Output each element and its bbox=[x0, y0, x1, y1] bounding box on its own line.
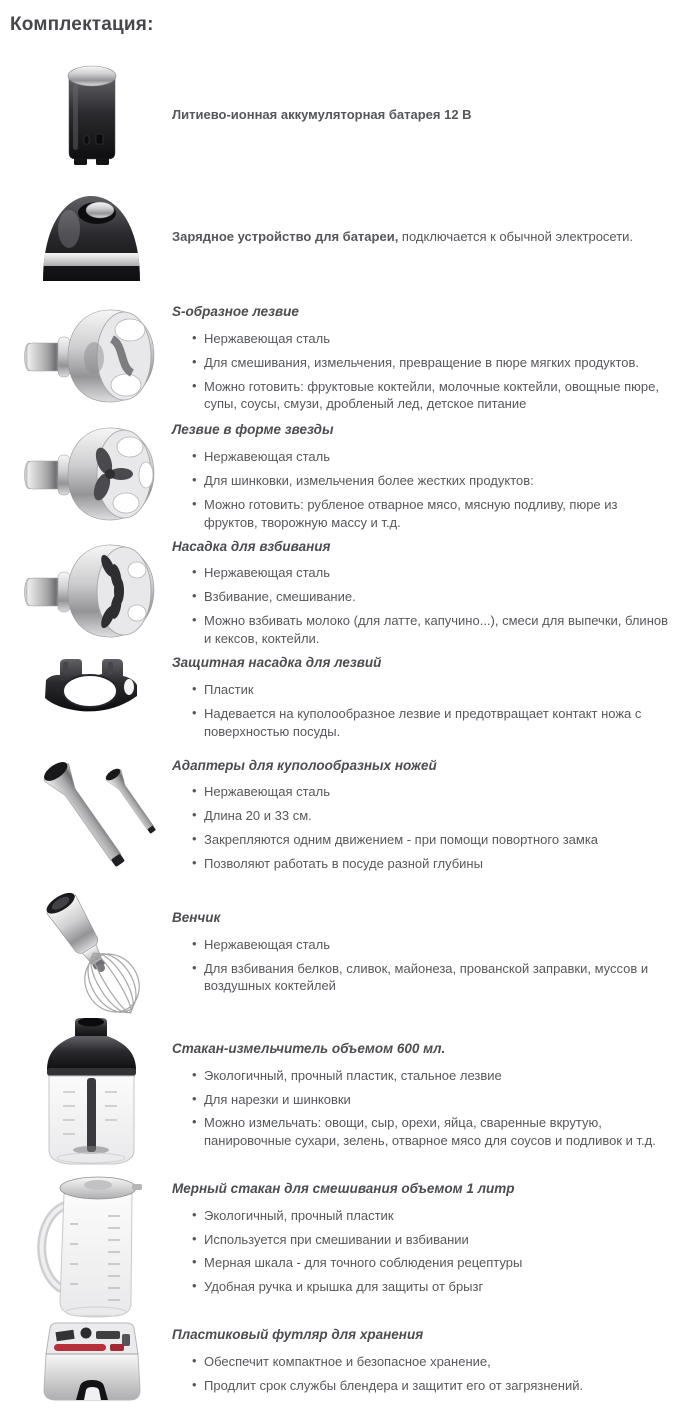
blade-guard-image bbox=[36, 654, 146, 726]
bullet-item: • Продлит срок службы блендера и защитит его от загрязнений. bbox=[192, 1377, 672, 1395]
item-heading: Лезвие в форме звезды bbox=[172, 422, 334, 438]
bullet-item: • Обеспечит компактное и безопасное хранение, bbox=[192, 1353, 672, 1371]
bullet-list bbox=[172, 1207, 672, 1297]
bullet-item: • Можно готовить: рубленое отварное мясо, мясную подливу, пюре из фруктов, творожную массу и т.д. bbox=[192, 496, 672, 532]
bullet-item: • Используется при смешивании и взбивании bbox=[192, 1231, 672, 1249]
s-blade-image bbox=[24, 303, 159, 408]
bullet-item: • Позволяют работать в посуде разной глубины bbox=[192, 855, 672, 873]
bullet-list bbox=[172, 448, 672, 532]
bullet-list bbox=[172, 936, 672, 996]
kit-item bbox=[10, 883, 672, 1018]
kit-item bbox=[10, 189, 672, 285]
kit-item bbox=[10, 538, 672, 654]
star-blade-image bbox=[24, 421, 159, 526]
bullet-item: • Для взбивания белков, сливок, майонеза, прованской заправки, муссов и воздушных коктейлей bbox=[192, 960, 672, 996]
page-title: Комплектация: bbox=[10, 14, 154, 35]
bullet-item: • Взбивание, смешивание. bbox=[192, 588, 672, 606]
whisk-dome-image bbox=[24, 538, 159, 643]
bullet-item: • Длина 20 и 33 см. bbox=[192, 807, 672, 825]
bullet-item: • Закрепляются одним движением - при помощи повортного замка bbox=[192, 831, 672, 849]
bullet-list bbox=[172, 1353, 672, 1395]
item-heading: Мерный стакан для смешивания объемом 1 литр bbox=[172, 1180, 515, 1196]
item-title-bold: Зарядное устройство для батареи, bbox=[172, 229, 399, 245]
bullet-item: • Для нарезки и шинковки bbox=[192, 1091, 672, 1109]
bullet-item: • Мерная шкала - для точного соблюдения рецептуры bbox=[192, 1254, 672, 1272]
item-heading: S-образное лезвие bbox=[172, 304, 299, 319]
item-heading: Насадка для взбивания bbox=[172, 538, 331, 554]
bullet-item: • Можно взбивать молоко (для латте, капучино...), смеси для выпечки, блинов и кексов, коктейли. bbox=[192, 612, 672, 648]
item-heading: Защитная насадка для лезвий bbox=[172, 655, 382, 671]
battery-image bbox=[61, 62, 121, 167]
bullet-item: • Экологичный, прочный пластик, стальное лезвие bbox=[192, 1067, 672, 1085]
adapters-image bbox=[24, 747, 159, 875]
bullet-list bbox=[172, 1067, 672, 1151]
item-title bbox=[172, 228, 672, 246]
bullet-item: • Удобная ручка и крышка для защиты от брызг bbox=[192, 1278, 672, 1296]
bullet-item: • Нержавеющая сталь bbox=[192, 564, 672, 582]
kit-item bbox=[10, 421, 672, 537]
bullet-list bbox=[172, 564, 672, 648]
item-heading: Пластиковый футляр для хранения bbox=[172, 1326, 424, 1342]
chopper-cup-image bbox=[39, 1018, 144, 1168]
charger-image bbox=[39, 189, 144, 285]
item-title: Литиево-ионная аккумуляторная батарея 12 В bbox=[172, 106, 472, 122]
kit-item bbox=[10, 747, 672, 879]
bullet-item: • Нержавеющая сталь bbox=[192, 783, 672, 801]
bullet-item: • Нержавеющая сталь bbox=[192, 330, 672, 348]
kit-item bbox=[10, 1322, 672, 1407]
bullet-list bbox=[172, 681, 672, 741]
storage-case-image bbox=[34, 1322, 149, 1407]
bullet-item: • Для смешивания, измельчения, превращение в пюре мягких продуктов. bbox=[192, 354, 672, 372]
kit-item bbox=[10, 654, 672, 746]
whisk-image bbox=[24, 883, 159, 1018]
bullet-item: • Экологичный, прочный пластик bbox=[192, 1207, 672, 1225]
kit-item bbox=[10, 1172, 672, 1322]
item-heading: Стакан-измельчитель объемом 600 мл. bbox=[172, 1040, 446, 1056]
bullet-item: • Нержавеющая сталь bbox=[192, 936, 672, 954]
item-heading: Венчик bbox=[172, 909, 221, 925]
bullet-list bbox=[172, 783, 672, 873]
item-heading: Адаптеры для куполообразных ножей bbox=[172, 757, 437, 773]
kit-item bbox=[10, 303, 672, 419]
bullet-item: • Нержавеющая сталь bbox=[192, 448, 672, 466]
item-title-rest: подключается к обычной электросети. bbox=[398, 229, 634, 245]
bullet-list bbox=[172, 330, 672, 414]
bullet-item: • Надевается на куполообразное лезвие и предотвращает контакт ножа с поверхностью посуды. bbox=[192, 705, 672, 741]
bullet-item: • Можно измельчать: овощи, сыр, орехи, яйца, сваренные вкрутую, панировочные сухари, зелень, отварное мясо для соусов и подливок и т.д. bbox=[192, 1114, 672, 1150]
kit-item bbox=[10, 1018, 672, 1168]
bullet-item: • Для шинковки, измельчения более жестких продуктов: bbox=[192, 472, 672, 490]
kit-item bbox=[10, 62, 672, 167]
measuring-jug-image bbox=[34, 1172, 149, 1322]
bullet-item: • Пластик bbox=[192, 681, 672, 699]
bullet-item: • Можно готовить: фруктовые коктейли, молочные коктейли, овощные пюре, супы, соусы, смузи, дробленый лед, детское питание bbox=[192, 378, 672, 414]
